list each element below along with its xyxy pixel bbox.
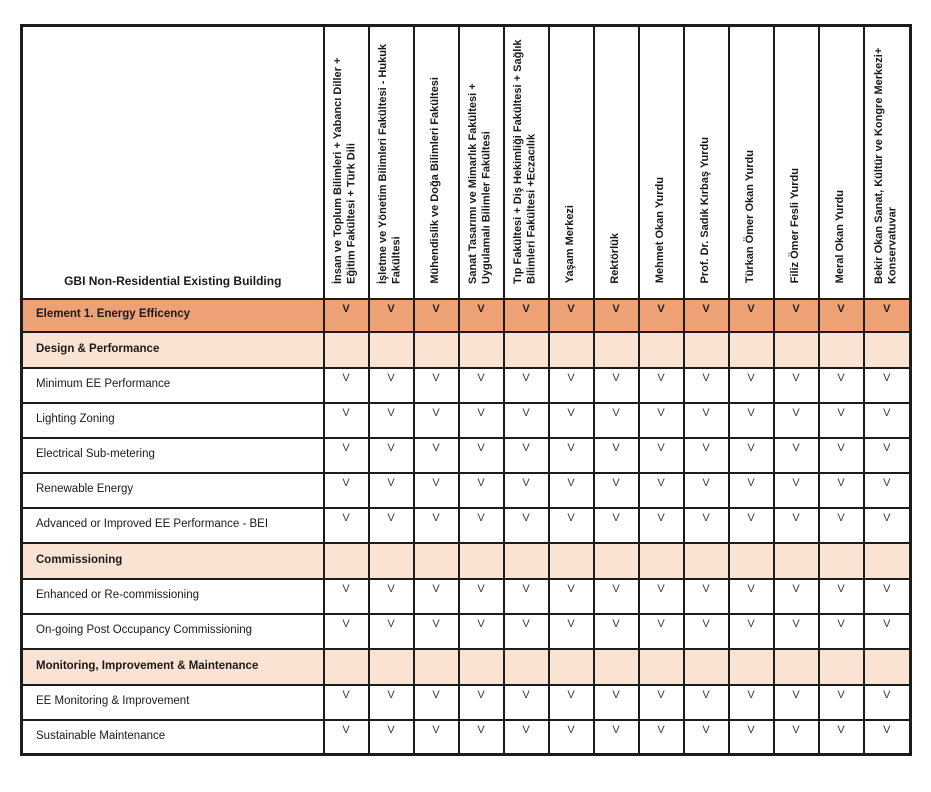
check-cell: V <box>639 685 684 720</box>
row-label: Enhanced or Re-commissioning <box>22 579 324 614</box>
column-header-10 <box>729 26 774 299</box>
row-label: Renewable Energy <box>22 473 324 508</box>
column-header-text: Tıp Fakültesi + Diş Hekimliği Fakültesi + Sağlık Bilimleri Fakültesi +Eczacılık <box>512 38 538 284</box>
check-cell: V <box>549 438 594 473</box>
table-row-item <box>22 403 911 438</box>
column-header-5 <box>504 26 549 299</box>
check-cell: V <box>639 368 684 403</box>
check-cell <box>639 332 684 368</box>
check-cell: V <box>819 720 864 755</box>
row-label: Monitoring, Improvement & Maintenance <box>22 649 324 685</box>
row-label: Electrical Sub-metering <box>22 438 324 473</box>
check-cell <box>459 332 504 368</box>
check-cell: V <box>414 403 459 438</box>
check-cell: V <box>729 438 774 473</box>
check-cell: V <box>324 299 369 332</box>
check-cell: V <box>459 508 504 543</box>
check-cell <box>684 332 729 368</box>
check-cell <box>774 332 819 368</box>
check-cell: V <box>729 299 774 332</box>
column-header-text: Bekir Okan Sanat, Kültür ve Kongre Merkezi+ Konservatuvar <box>873 47 899 284</box>
check-cell: V <box>414 579 459 614</box>
row-label: Commissioning <box>22 543 324 579</box>
column-header-text: Rektörlük <box>609 232 622 284</box>
column-header-8 <box>639 26 684 299</box>
check-cell: V <box>504 473 549 508</box>
check-cell: V <box>729 685 774 720</box>
check-cell <box>819 543 864 579</box>
column-header-9 <box>684 26 729 299</box>
check-cell: V <box>819 368 864 403</box>
check-cell: V <box>324 438 369 473</box>
check-cell: V <box>324 403 369 438</box>
check-cell: V <box>864 473 911 508</box>
check-cell: V <box>684 614 729 649</box>
check-cell: V <box>549 473 594 508</box>
check-cell: V <box>729 720 774 755</box>
check-cell: V <box>414 368 459 403</box>
check-cell: V <box>324 579 369 614</box>
check-cell <box>369 543 414 579</box>
row-label: Element 1. Energy Efficency <box>22 299 324 332</box>
check-cell: V <box>684 368 729 403</box>
check-cell: V <box>504 368 549 403</box>
column-header-text: Mühendislik ve Doğa Bilimleri Fakültesi <box>429 76 442 284</box>
check-cell: V <box>369 614 414 649</box>
check-cell: V <box>459 685 504 720</box>
check-cell: V <box>684 720 729 755</box>
check-cell <box>369 332 414 368</box>
row-label: Minimum EE Performance <box>22 368 324 403</box>
check-cell: V <box>774 473 819 508</box>
check-cell: V <box>729 473 774 508</box>
check-cell: V <box>774 579 819 614</box>
check-cell: V <box>864 579 911 614</box>
table-header-row <box>22 26 911 299</box>
check-cell: V <box>819 614 864 649</box>
column-header-text: İşletme ve Yönetim Bilimleri Fakültesi - Hukuk Fakültesi <box>377 43 403 284</box>
check-cell: V <box>369 508 414 543</box>
column-header-1 <box>324 26 369 299</box>
row-label: Sustainable Maintenance <box>22 720 324 755</box>
check-cell: V <box>504 438 549 473</box>
check-cell: V <box>774 614 819 649</box>
check-cell: V <box>504 579 549 614</box>
table-row-item <box>22 508 911 543</box>
check-cell: V <box>594 299 639 332</box>
check-cell <box>729 543 774 579</box>
check-cell: V <box>774 368 819 403</box>
check-cell: V <box>639 579 684 614</box>
check-cell: V <box>864 685 911 720</box>
column-header-12 <box>819 26 864 299</box>
column-header-11 <box>774 26 819 299</box>
check-cell <box>594 332 639 368</box>
check-cell: V <box>414 720 459 755</box>
check-cell: V <box>864 438 911 473</box>
check-cell: V <box>729 614 774 649</box>
check-cell: V <box>549 368 594 403</box>
check-cell: V <box>324 685 369 720</box>
check-cell: V <box>774 438 819 473</box>
column-header-text: Sanat Tasarımı ve Mimarlık Fakültesi + Uygulamalı Bilimler Fakültesi <box>467 82 493 284</box>
row-label: EE Monitoring & Improvement <box>22 685 324 720</box>
check-cell: V <box>324 473 369 508</box>
column-header-2 <box>369 26 414 299</box>
check-cell: V <box>684 438 729 473</box>
check-cell: V <box>684 685 729 720</box>
check-cell: V <box>639 438 684 473</box>
table-row-item <box>22 438 911 473</box>
check-cell <box>324 543 369 579</box>
check-cell: V <box>369 438 414 473</box>
check-cell: V <box>549 579 594 614</box>
check-cell <box>684 649 729 685</box>
check-cell: V <box>864 299 911 332</box>
check-cell: V <box>864 720 911 755</box>
check-cell <box>729 332 774 368</box>
check-cell: V <box>459 438 504 473</box>
check-cell <box>819 649 864 685</box>
check-cell: V <box>594 720 639 755</box>
check-cell: V <box>594 438 639 473</box>
check-cell: V <box>864 614 911 649</box>
check-cell: V <box>729 508 774 543</box>
check-cell: V <box>684 508 729 543</box>
row-label: Design & Performance <box>22 332 324 368</box>
check-cell <box>639 543 684 579</box>
table-row-element <box>22 299 911 332</box>
check-cell: V <box>459 579 504 614</box>
check-cell: V <box>819 685 864 720</box>
check-cell <box>549 332 594 368</box>
row-label: Lighting Zoning <box>22 403 324 438</box>
column-header-6 <box>549 26 594 299</box>
check-cell: V <box>819 473 864 508</box>
check-cell: V <box>729 579 774 614</box>
check-cell: V <box>459 368 504 403</box>
check-cell <box>549 543 594 579</box>
check-cell <box>729 649 774 685</box>
column-header-text: Yaşam Merkezi <box>564 205 577 284</box>
table-row-section <box>22 332 911 368</box>
check-cell <box>549 649 594 685</box>
check-cell: V <box>549 685 594 720</box>
row-label: On-going Post Occupancy Commissioning <box>22 614 324 649</box>
check-cell: V <box>594 368 639 403</box>
check-cell: V <box>504 299 549 332</box>
check-cell: V <box>729 403 774 438</box>
check-cell <box>324 332 369 368</box>
check-cell: V <box>369 720 414 755</box>
check-cell: V <box>369 473 414 508</box>
check-cell: V <box>594 614 639 649</box>
check-cell: V <box>549 508 594 543</box>
check-cell <box>864 649 911 685</box>
check-cell: V <box>414 685 459 720</box>
check-cell: V <box>819 299 864 332</box>
check-cell <box>594 543 639 579</box>
check-cell: V <box>459 403 504 438</box>
check-cell: V <box>729 368 774 403</box>
table-row-item <box>22 579 911 614</box>
check-cell: V <box>549 720 594 755</box>
column-header-13 <box>864 26 911 299</box>
check-cell: V <box>774 403 819 438</box>
check-cell: V <box>639 299 684 332</box>
check-cell: V <box>324 720 369 755</box>
check-cell: V <box>819 403 864 438</box>
check-cell: V <box>504 685 549 720</box>
column-header-text: Prof. Dr. Sadık Kırbaş Yurdu <box>699 136 712 284</box>
check-cell: V <box>369 368 414 403</box>
column-header-3 <box>414 26 459 299</box>
check-cell: V <box>414 473 459 508</box>
table-row-item <box>22 473 911 508</box>
check-cell: V <box>594 508 639 543</box>
check-cell: V <box>369 299 414 332</box>
check-cell: V <box>639 508 684 543</box>
corner-header-cell: GBI Non-Residential Existing Building <box>22 26 324 299</box>
check-cell <box>414 332 459 368</box>
check-cell: V <box>684 473 729 508</box>
check-cell: V <box>774 508 819 543</box>
check-cell: V <box>324 614 369 649</box>
check-cell <box>864 332 911 368</box>
check-cell: V <box>819 579 864 614</box>
check-cell <box>594 649 639 685</box>
check-cell: V <box>369 579 414 614</box>
check-cell: V <box>594 403 639 438</box>
check-cell: V <box>639 614 684 649</box>
column-header-text: Mehmet Okan Yurdu <box>654 177 667 284</box>
check-cell: V <box>459 473 504 508</box>
column-header-7 <box>594 26 639 299</box>
check-cell: V <box>459 720 504 755</box>
check-cell: V <box>549 403 594 438</box>
check-cell: V <box>774 685 819 720</box>
check-cell: V <box>414 438 459 473</box>
check-cell: V <box>639 403 684 438</box>
check-cell: V <box>504 614 549 649</box>
check-cell: V <box>414 299 459 332</box>
check-cell: V <box>684 579 729 614</box>
column-header-text: Meral Okan Yurdu <box>834 190 847 284</box>
check-cell <box>414 543 459 579</box>
check-cell: V <box>684 299 729 332</box>
check-cell: V <box>819 438 864 473</box>
check-cell: V <box>549 614 594 649</box>
check-cell <box>459 649 504 685</box>
check-cell <box>504 332 549 368</box>
check-cell: V <box>864 508 911 543</box>
check-cell <box>684 543 729 579</box>
check-cell: V <box>414 508 459 543</box>
check-cell <box>639 649 684 685</box>
check-cell: V <box>369 403 414 438</box>
column-header-text: Filiz Ömer Fesli Yurdu <box>789 168 802 284</box>
check-cell <box>369 649 414 685</box>
gbi-assessment-table <box>20 24 912 756</box>
check-cell: V <box>459 299 504 332</box>
table-row-item <box>22 368 911 403</box>
check-cell: V <box>594 473 639 508</box>
table-row-section <box>22 543 911 579</box>
row-label: Advanced or Improved EE Performance - BEI <box>22 508 324 543</box>
check-cell: V <box>504 508 549 543</box>
check-cell <box>774 649 819 685</box>
check-cell: V <box>864 368 911 403</box>
check-cell: V <box>594 685 639 720</box>
check-cell: V <box>594 579 639 614</box>
check-cell: V <box>459 614 504 649</box>
column-header-text: İnsan ve Toplum Bilimleri + Yabancı Diller + Eğitim Fakültesi + Türk Dili <box>332 57 358 284</box>
check-cell: V <box>324 368 369 403</box>
check-cell: V <box>864 403 911 438</box>
check-cell: V <box>819 508 864 543</box>
check-cell <box>819 332 864 368</box>
check-cell <box>324 649 369 685</box>
check-cell <box>414 649 459 685</box>
check-cell: V <box>504 720 549 755</box>
check-cell: V <box>504 403 549 438</box>
table-row-item <box>22 685 911 720</box>
check-cell: V <box>774 720 819 755</box>
column-header-4 <box>459 26 504 299</box>
check-cell <box>504 649 549 685</box>
check-cell: V <box>369 685 414 720</box>
check-cell: V <box>324 508 369 543</box>
check-cell <box>774 543 819 579</box>
check-cell: V <box>414 614 459 649</box>
check-cell <box>459 543 504 579</box>
table-row-section <box>22 649 911 685</box>
check-cell: V <box>639 720 684 755</box>
check-cell: V <box>774 299 819 332</box>
column-header-text: Türkan Ömer Okan Yurdu <box>744 150 757 284</box>
table-row-item <box>22 614 911 649</box>
check-cell: V <box>639 473 684 508</box>
check-cell: V <box>549 299 594 332</box>
check-cell <box>864 543 911 579</box>
check-cell <box>504 543 549 579</box>
check-cell: V <box>684 403 729 438</box>
table-row-item <box>22 720 911 755</box>
